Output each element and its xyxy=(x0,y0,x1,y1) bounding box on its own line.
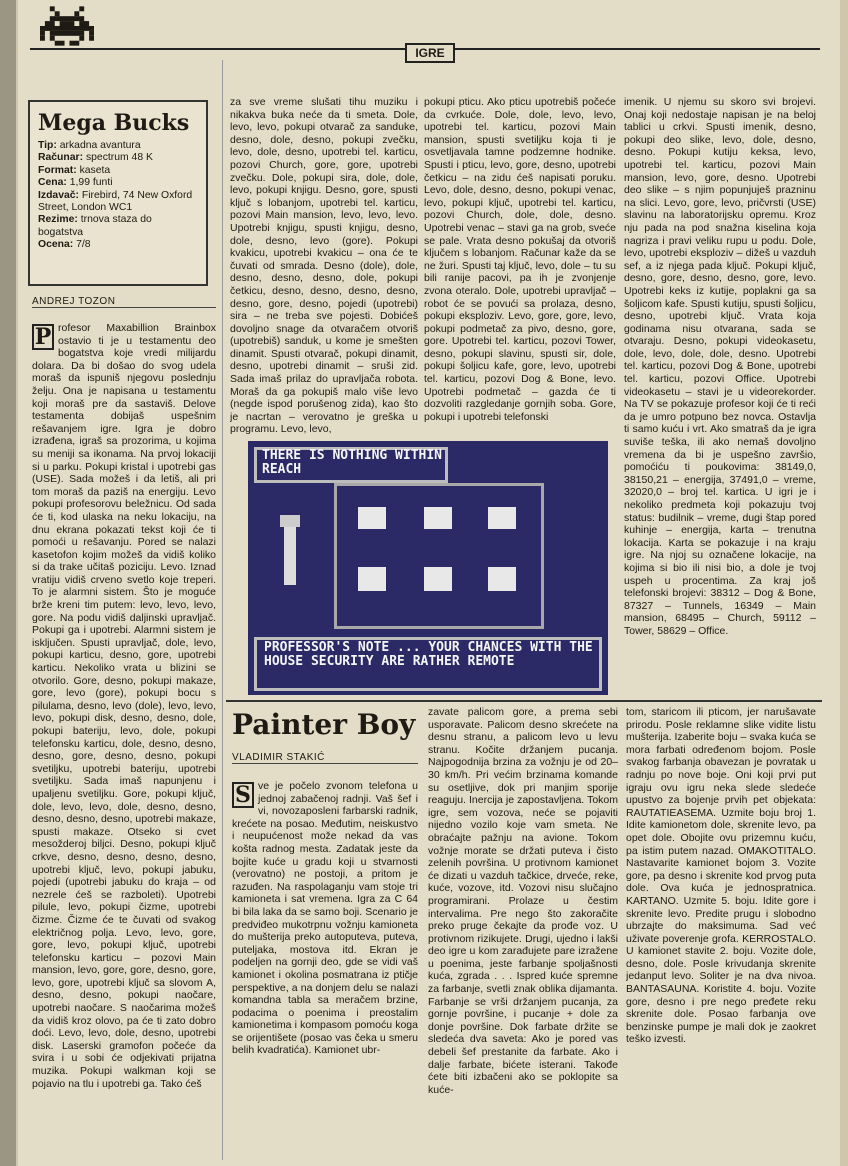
drop-icon xyxy=(424,567,452,591)
author-byline: ANDREJ TOZON xyxy=(32,296,216,308)
article-column-4 xyxy=(624,96,816,676)
info-row: Format: kaseta xyxy=(38,164,111,176)
info-row: Izdavač: Firebird, 74 New Oxford Street, London WC1 xyxy=(38,189,193,214)
screen-top-message: THERE IS NOTHING WITHIN REACH xyxy=(262,448,443,477)
gear-icon xyxy=(488,507,516,529)
article-text: pokupi pticu. Ako pticu upotrebiš počeće da cvrkuće. Dole, dole, levo, levo, upotrebi tel. karticu, pozovi Main mansion, spusti svetiljku koja ti je osvetljavala tamne podzemne hodnike. Spusti i pticu, levo, gore, desno, upotrebi četkicu – na zidu ćeš napisati poruku. Levo, dole, desno, desno, pokupi venac, levo, pokupi ključ, upotrebi tel. karticu, pozovi Church, dole, dole, desno. Upotrebi venac – stavi ga na grob, sveće se pale. Vrata desno pokušaj da otvoriš ključem s lobanjom. Računar kaže da se ne žuri. Spusti taj ključ, levo, dole – tu su bili ranije pacovi, pa ih je zvonjenje zvona oteralo. Dole, upotrebi upravljač – robot će se povući sa prolaza, desno, pokupi eksploziv. Levo, gore, gore, levo, pokupi podmetač za pivo, desno, gore, gore. Upotrebi tel. karticu, pozovi Tower, desno, pokupi slavinu, spusti sir, dole, pokupi šoljicu kafe, gore, levo, upotrebi tel. karticu, pozovi Dog & Bone, levo. Upotrebi podmetač – gazda će ti dozvoliti razgledanje gornjih soba. Gore, pokupi i upotrebi telefonski xyxy=(424,96,616,423)
info-row: Ocena: 7/8 xyxy=(38,239,91,251)
article-column-4b xyxy=(626,706,816,1160)
use-icon xyxy=(488,567,516,591)
article-text: ve je počelo zvonom telefona u jednoj zabačenoj radnji. Vaš šef i vi, novozaposleni farbarski radnik, krećete na posao. Međutim, neiskustvo i neupućenost može nekad da vas košta radnog mesta. Zadatak jeste da bojite kuće u gradu koji u stvarnosti (verovatno) ne postoji, a pritom je razuđen. Na raspolaganju vam stoje tri kamioneta i sat vremena. Igra za C 64 bi bila laka da se samo boji. Scenario je predviđeo mukotrpnu vožnju kamioneta do mušterija preko autoputeva, puteva, puteljaka, mostova itd. Ekran je podeljen na gornji deo, gde se vidi vaš kamionet i okolina posmatrana iz ptičje perspektive, a na donjem delu se nalazi komandna tabla sa meračem brzine, podacima o poenima i preostalim kamionetima i kompasom pomoću koga se orijentišete (posao vas čeka u smeru belih kvadratića). Kamionet ubr- xyxy=(232,780,418,1057)
article-text: rofesor Maxabillion Brainbox ostavio ti je u testamentu deo bogatstva koje vredi milijardu dolara. Da bi došao do svog udela moraš da ispuniš njegovu poslednju želju. Ona je napisana u testamentu koji moraš pre da sastaviš. Delove testamenta dobijaš uspešnim rešavanjem igre. Igra je dobro izrađena, igraš sa prozorima, u kojima su meniji sa ikonama. Na prvoj lokaciji si u parku. Pokupi kristal i upotrebi gas (USE). Sada možeš i da letiš, ali pri tom moraš da paziš na energiju. Levo pokupi profesorovu beležnicu. Od sada će ti, kod ulaska na neku lokaciju, na dnu ekrana pokazati tekst koji će ti pomoći u rešavanju. Pored se nalazi kasetofon kojim možeš da vidiš koliko si da trake učitaš poziciju. Levo. Iznad vratiju vidiš crveno svetlo koje treperi. To je alarmni sistem. Što je moguće brže kreni tim putem: levo, levo, levo, gore. Na podu vidiš daljinski upravljač. Pokupi ga i upotrebi. Alarmni sistem je isključen. Spusti upravljač, dole, levo, pokupi karticu, desno, gore, upotrebi karticu. Nekoliko vrata u blizini se otvorilo. Gore, desno, pokupi makaze, gore, levo (gore), pokupi bocu s pilulama, desno, levo (dole), levo, levo, levo, pokupi disk, desno, desno, dole, pokupi bateriju, levo, dole, pokupi telefonsku karticu, dole, desno, desno, desno, gore, desno, desno, pokupi svetiljku, upotrebi bateriju, upotrebi svetiljku. Sada imaš napunjenu i upaljenu svetiljku. Gore, pokupi ključ, dole, levo, levo, dole, desno, desno, desno, desno, desno, upotrebi makaze, spusti makaze. Otseko si cvet mesožderoj biljci. Desno, pokupi ključ crkve, desno, desno, desno, desno, upotrebi ključ, levo, pokupi jabuku, pojedi (upotrebi jabuku do kraja – od nezrele ćeš se razboleti). Upotrebi pilule, levo, pokupi čizme, upotrebi čizme. Čizme će te čuvati od svakog električnog polja. Levo, levo, gore, gore, levo, pokupi ključ, upotrebi telefonsku karticu – pozovi Main mansion, levo, gore, gore, desno, gore, levo, gore, upotrebi ključ sa slovom A, desno, desno, pokupi naočare, upotrebi naočare. S naočarima možeš da vidiš kroz olovo, pa će ti zato dobro doći. Levo, levo, dole, desno, upotrebi disk. Laserski gramofon počeće da svira i u sobi će odjekivati prijatna muzika. Pokupi walkman koji se pojavio na tlu i upotrebi ga. Tako ćeš xyxy=(32,322,216,1090)
article-column-3 xyxy=(424,96,616,438)
article-column-2b xyxy=(232,780,418,1160)
author-byline: VLADIMIR STAKIĆ xyxy=(232,752,418,764)
character-sprite xyxy=(260,485,320,625)
article-text: zavate palicom gore, a prema sebi usporavate. Palicom desno skrećete na desnu stranu, a palicom levo u levu stranu. Kočite držanjem pucanja. Najpogodnija brzina za vožnju je od 20–30 km/h. Pri većim brzinama komande su osetljive, dok pri manjim sporije reaguju. Inercija je zapostavljena. Tokom igre, sem vozova, neće se pojaviti nijedno vozilo koje vam smeta. Ne obraćajte pažnju na avione. Tokom vožnje morate se držati puteva i čisto zelenih površina. U protivnom kamionet će dizati u vazduh tačkice, drveće, reke, kuće, vozove, itd. Vozovi nisu slučajno programirani. Prolaze u čestim intervalima. Pre nego što zakoračite preko pruge čekajte da prođe voz. U protivnom rizikujete. Drugi, ujedno i lakši deo igre u kom zarađujete pare izražene u poenima, jeste farbanje spoljašnosti kuća, zgrada . . . Ispred kuće spremne za farbanje, svetli znak oblika dijamanta. Farbanje se vrši držanjem pucanja, za gornje površine, i pucanje + dole za donje površine. Dok farbate držite se sledeća dva saveta: Ako je pored vas debeli šef prestanite da farbate. Ako i dalje farbate, bićete isterani. Takođe ćete biti izbačeni ako se poklopite sa kuće- xyxy=(428,706,618,1096)
game-info-box xyxy=(28,100,208,286)
hand-icon xyxy=(358,507,386,529)
article-text: tom, staricom ili pticom, jer narušavate prirodu. Posle reklamne slike vidite listu mušterija. Izaberite boju – svaka kuća se mora farbati određenom bojom. Posle svakog farbanja obavezan je povratak u radnju po nove boje. Oni koji prvi put igraju ovu igru neka slede sledeće upustvo za bojenje prvih pet objekata: RAUTATIEASEMA. Uzmite boju broj 1. Idite kamionetom dole, skrenite levo, pa opet dole. Obojite ovu prizemnu kuću, pa istim putem nazad. OMAKOTITALO. Nastavarite kamionet bojom 3. Vozite gore, pa desno i skrenite kod prvog puta dole. Ova kuća je jednospratnica. KARTANO. Uzmite 5. boju. Idite gore i skrenite levo. Predite prugu i slobodno ubrzajte do maksimuma. Sad već uživate poverenje grofa. KERROSTALO. U kamionet stavite 2. boju. Vozite dole, desno, dole. Posle krivudanja skrenite jedanput levo. Soliter je na dva nivoa. BANTASAUNA. Koristite 4. boju. Vozite gore, desno i pre nego pređete reku skrenite dole. Posao farbanja ove benzinske pumpe je mali dok je zaokret teško izvesti. xyxy=(626,706,816,1046)
review-title: Painter Boy xyxy=(232,708,416,741)
article-column-2 xyxy=(230,96,418,438)
eye-icon xyxy=(424,507,452,529)
section-label: IGRE xyxy=(405,43,455,63)
page-gutter-shadow xyxy=(0,0,16,1166)
space-invader-icon xyxy=(40,4,94,48)
drop-cap: S xyxy=(232,782,254,808)
info-row: Tip: arkadna avantura xyxy=(38,140,141,151)
article-column-3b xyxy=(428,706,618,1160)
grab-icon xyxy=(358,567,386,591)
menu-icons xyxy=(348,497,528,617)
info-row: Rezime: trnova staza do bogatstva xyxy=(38,214,152,238)
article-text: imenik. U njemu su skoro svi brojevi. Onaj koji nedostaje napisan je na beloj tablici u crkvi. Spusti imenik, desno, pokupi deo slike, levo, dole, desno, desno. Pokupi kutiju keksa, levo, upotrebi tel. karticu, pozovi Main mansion, levo, gore, desno. Upotrebi deo slike – s njim popunjuješ prazninu na slici. Levo, gore, levo, pričvrsti (USE) slavinu na laboratorijsku opremu. Kroz nju pada na pod snažna kiselina koja nagriza i pravi veliku rupu u podu. Dole, levo, upotrebi eksploziv – dižeš u vazduh sef, a iz njega pada ključ. Pokupi ključ, desno, gore, desno, desno, gore, levo. Upotrebi keks iz kutije, poplakni ga sa šoljicom kafe. Spusti kutiju, spusti šoljicu, desno, upotrebi ključ. Vrata koja godinama nisu otvarana, sada se otvaraju. Desno, pokupi videokasetu, dole, levo, dole, dole, desno. Upotrebi tel. karticu, pozovi Dog & Bone, upotrebi tel. karticu, pozovi Office. Upotrebi videokasetu – stavi je u videorekorder. Na TV se pokazuje profesor koji će ti reći da je umro potpuno bez novca. Ostavlja ti samo kuću i vrt. Ako smatraš da je igra suviše teška, ili ako nemaš dovoljno vremena da bi je uspešno završio, pomoćiću ti poukovima: 38149,0, 38150,21 – energija, 37491,0 – vreme, 32020,0 – broj tel. kartica. U igri je i nekoliko predmeta koji pokazuju tvoj status: budilnik – vreme, dugi štap pored kuhinje – energija, karta – trenutna lokacija. Karta se pokazuje i na kraju igre. Na njoj su označene lokacije, na kojima si bio ili nisi bio, a dole je tvoj uspeh u procentima. Za kraj još telefonski brojevi: 38312 – Dog & Bone, 87327 – Tunnels, 16349 – Main mansion, 68495 – Church, 59112 – Tower, 58629 – Office. xyxy=(624,96,816,637)
article-text: za sve vreme slušati tihu muziku i nikakva buka neće da ti smeta. Dole, levo, levo, pokupi otvarač za sanduke, desno, dole, desno, pokupi zvečku, levo, dole, desno, upotrebi tel. karticu, pozovi Church, gore, gore, upotrebi zvečku. Dole, pokupi sira, dole, dole, levo, pokupi knjigu. Desno, gore, spusti ključ s lobanjom, upotrebi tel. karticu, pozovi Main mansion, levo, levo, levo. Upotrebi knjigu, spusti knjigu, desno, dole, desno, levo (gore). Pokupi kvakicu, upotrebi kvakicu – ona će te čuvati od smrada. Desno (dole), dole, desno, desno, desno, dole, pokupi četkicu, desno, desno, desno, desno, desno, gore, desno, pojedi (upotrebi) sira – ne treba sve pojesti. Dobićeš dovoljno snage da otvaračem otvoriš (upotrebiš) sanduk, u kome je smešten dinamit. Spusti otvarač, pokupi dinamit, desno, upotrebi dinamit – sruši zid. Sada imaš prilaz do upravljača robota. Moraš da ga pokupiš malo više levo (negde ispod porušenog zida), kao što je nacrtan – verovatno je greška u programu. Levo, levo, xyxy=(230,96,418,436)
column-divider xyxy=(222,60,223,1160)
info-row: Cena: 1,99 funti xyxy=(38,177,113,189)
review-title: Mega Bucks xyxy=(38,110,190,136)
article-separator xyxy=(226,700,822,702)
screen-bottom-message: PROFESSOR'S NOTE ... YOUR CHANCES WITH THE HOUSE SECURITY ARE RATHER REMOTE xyxy=(264,640,593,669)
article-column-1 xyxy=(32,322,216,1160)
info-row: Računar: spectrum 48 K xyxy=(38,152,153,164)
drop-cap: P xyxy=(32,324,54,350)
game-screenshot xyxy=(248,441,608,695)
